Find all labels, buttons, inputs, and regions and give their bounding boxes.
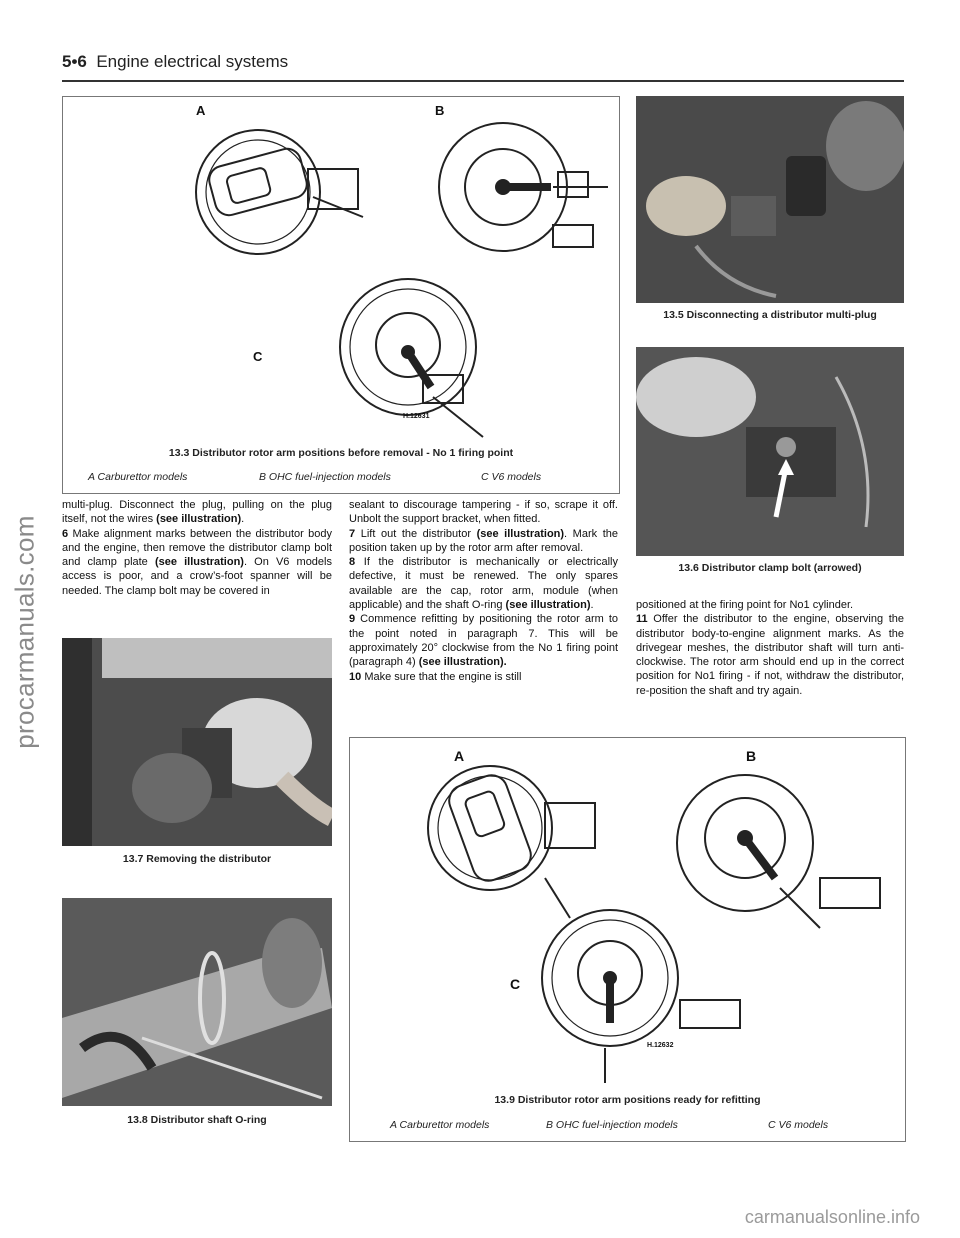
photo-13-7 <box>62 638 332 846</box>
legend-item: C V6 models <box>481 471 542 483</box>
side-watermark <box>5 502 45 762</box>
paragraph-6-cont: sealant to discourage tampering - if so, scrape it off. Unbolt the support bracket, when fitted. <box>349 499 618 526</box>
photo-13-8 <box>62 898 332 1106</box>
photo-13-7-image <box>62 638 332 846</box>
figure-13-9-label-b: B <box>746 748 757 764</box>
watermark-text: procarmanuals.com <box>9 515 40 749</box>
legend-item: A Carburettor models <box>390 1119 490 1131</box>
photo-13-6 <box>636 347 904 556</box>
text-column-3 <box>636 598 904 698</box>
figure-13-3-label-a: A <box>196 103 206 118</box>
photo-13-5-caption: 13.5 Disconnecting a distributor multi-plug <box>663 309 877 321</box>
footer-watermark: carmanualsonline.info <box>744 1207 920 1227</box>
figure-13-9-caption: 13.9 Distributor rotor arm positions ready for refitting <box>494 1094 761 1106</box>
figure-13-9-legend <box>350 1119 905 1133</box>
paragraph-8: 8 If the distributor is mechanically or electrically defective, it must be renewed. The only spares available are the cap, rotor arm, module (when applicable) and the shaft O-ring (see illustration). <box>349 556 618 612</box>
paragraph-10-cont: positioned at the firing point for No1 cylinder. <box>636 599 854 611</box>
figure-13-9-label-a: A <box>454 748 465 764</box>
header-rule <box>62 80 904 82</box>
photo-13-5-image <box>636 96 904 303</box>
photo-13-6-image <box>636 347 904 556</box>
figure-13-9-ref: H.12632 <box>647 1042 674 1049</box>
figure-13-3 <box>62 96 620 494</box>
paragraph-9: 9 Commence refitting by positioning the rotor arm to the point noted in paragraph 7. This will be approximately 20° clockwise from the No 1 firing point (paragraph 4) (see illustration). <box>349 613 618 669</box>
legend-item: B OHC fuel-injection models <box>546 1119 678 1131</box>
figure-13-3-caption: 13.3 Distributor rotor arm positions before removal - No 1 firing point <box>168 447 514 459</box>
page-number: 5•6 <box>62 52 87 71</box>
text-column-2 <box>349 498 618 684</box>
figure-13-3-legend <box>63 471 619 485</box>
paragraph-11: 11 Offer the distributor to the engine, observing the distributor body-to-engine alignment marks. As the drivegear meshes, the distributor shaft will turn anti-clockwise. The rotor arm should end up in the correct position for No1 firing - if not, withdraw the distributor, re-position the shaft and try again. <box>636 613 904 697</box>
photo-13-7-caption: 13.7 Removing the distributor <box>122 853 272 865</box>
legend-item: C V6 models <box>768 1119 829 1131</box>
figure-13-9 <box>349 737 906 1142</box>
paragraph-5-cont: multi-plug. Disconnect the plug, pulling on the plug itself, not the wires (see illustration). <box>62 499 332 526</box>
page-header <box>62 52 288 72</box>
figure-13-9-drawing <box>350 738 905 1088</box>
figure-13-3-label-c: C <box>253 349 263 364</box>
figure-13-3-ref: H.12631 <box>403 413 430 420</box>
paragraph-7: 7 Lift out the distributor (see illustration). Mark the position taken up by the rotor arm after removal. <box>349 527 618 554</box>
photo-13-8-caption: 13.8 Distributor shaft O-ring <box>127 1114 267 1126</box>
figure-13-3-label-b: B <box>435 103 445 118</box>
figure-13-9-label-c: C <box>510 976 521 992</box>
figure-13-3-drawing <box>63 97 619 447</box>
photo-13-5 <box>636 96 904 303</box>
legend-item: B OHC fuel-injection models <box>259 471 391 483</box>
photo-13-8-image <box>62 898 332 1106</box>
legend-item: A Carburettor models <box>88 471 188 483</box>
photo-13-6-caption: 13.6 Distributor clamp bolt (arrowed) <box>678 562 862 574</box>
paragraph-6: 6 Make alignment marks between the distributor body and the engine, then remove the distributor clamp bolt and clamp plate (see illustration). On V6 models access is poor, and a crow’s-foot spanner will be needed. The clamp bolt may be covered in <box>62 527 333 597</box>
paragraph-10: 10 Make sure that the engine is still <box>349 670 522 683</box>
text-column-1 <box>62 498 332 598</box>
page-title: Engine electrical systems <box>96 52 289 71</box>
